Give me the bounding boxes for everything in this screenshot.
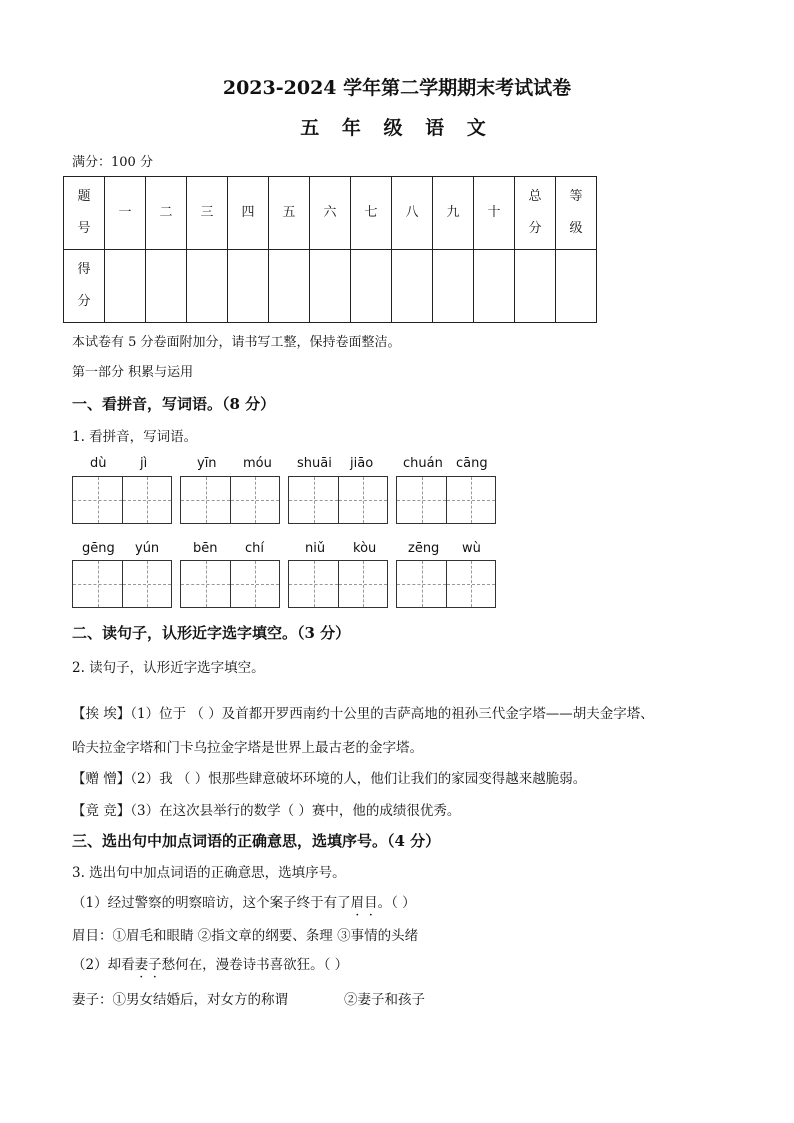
pinyin-label: zēng xyxy=(408,541,440,556)
full-score: 满分：100 分 xyxy=(72,155,153,170)
section-heading: 二、读句子，认形近字选字填空。（3 分） xyxy=(72,624,351,642)
score-cell[interactable] xyxy=(474,250,515,323)
sentence-line xyxy=(72,767,586,787)
score-cell[interactable] xyxy=(351,250,392,323)
pinyin-label: jì xyxy=(140,456,148,471)
char-pair: 【赠 憎】 xyxy=(72,771,131,787)
pinyin-label: chí xyxy=(245,541,264,556)
writing-grid[interactable] xyxy=(288,476,388,524)
pinyin-label: shuāi xyxy=(297,456,332,471)
sentence-line: 哈夫拉金字塔和门卡乌拉金字塔是世界上最古老的金字塔。 xyxy=(72,740,423,756)
table-cell: 题 号 xyxy=(64,177,105,250)
dotted-char: 目 xyxy=(364,895,378,911)
pinyin-label: niǔ xyxy=(305,541,326,556)
question-text: 1. 看拼音，写词语。 xyxy=(72,429,198,445)
table-cell: 四 xyxy=(228,177,269,250)
pinyin-label: móu xyxy=(243,456,272,471)
table-row xyxy=(64,177,597,250)
score-cell[interactable] xyxy=(515,250,556,323)
table-cell: 五 xyxy=(269,177,310,250)
writing-grid[interactable] xyxy=(72,476,172,524)
pinyin-label: yīn xyxy=(197,456,217,471)
table-cell: 九 xyxy=(433,177,474,250)
options-line: 眉目：①眉毛和眼睛 ②指文章的纲要、条理 ③事情的头绪 xyxy=(72,928,419,944)
sentence-text: （1）位于 （ ）及首都开罗西南约十公里的吉萨高地的祖孙三代金字塔——胡夫金字塔、 xyxy=(130,706,654,722)
pinyin-label: cāng xyxy=(456,456,488,471)
question-text: 3. 选出句中加点词语的正确意思，选填序号。 xyxy=(72,865,346,881)
pinyin-label: jiāo xyxy=(350,456,374,471)
dotted-char: 妻 xyxy=(134,957,149,973)
section-heading: 三、选出句中加点词语的正确意思，选填序号。（4 分） xyxy=(72,832,441,850)
table-row xyxy=(64,250,597,323)
exam-title: 2023-2024 学年第二学期期末考试试卷 xyxy=(222,77,572,99)
sub-question: （1）经过警察的明察暗访，这个案子终于有了眉目。（ ） xyxy=(72,891,416,911)
pinyin-label: gēng xyxy=(82,541,115,556)
pinyin-label: kòu xyxy=(353,541,377,556)
score-cell[interactable] xyxy=(146,250,187,323)
table-cell: 三 xyxy=(187,177,228,250)
writing-grid[interactable] xyxy=(396,560,496,608)
score-cell[interactable] xyxy=(433,250,474,323)
table-cell: 一 xyxy=(105,177,146,250)
table-cell: 总 分 xyxy=(515,177,556,250)
question-text: 2. 读句子，认形近字选字填空。 xyxy=(72,660,265,676)
options-line: 妻子：①男女结婚后，对女方的称谓 xyxy=(72,992,288,1008)
score-cell[interactable] xyxy=(228,250,269,323)
writing-grid[interactable] xyxy=(396,476,496,524)
pinyin-label: bēn xyxy=(193,541,218,556)
section-heading: 一、看拼音，写词语。（8 分） xyxy=(72,395,276,413)
char-pair: 【竟 竞】 xyxy=(72,803,131,819)
part-title: 第一部分 积累与运用 xyxy=(72,365,194,380)
dotted-char: 子 xyxy=(148,957,162,973)
sentence-text: （3）在这次县举行的数学（ ）赛中，他的成绩很优秀。 xyxy=(130,803,461,819)
score-table xyxy=(63,176,597,323)
dotted-char: 眉 xyxy=(350,895,365,911)
sub-question: （2）却看妻子愁何在，漫卷诗书喜欲狂。（ ） xyxy=(72,953,348,973)
table-cell: 六 xyxy=(310,177,351,250)
score-cell[interactable] xyxy=(310,250,351,323)
score-cell[interactable] xyxy=(392,250,433,323)
writing-grid[interactable] xyxy=(180,476,280,524)
table-cell: 二 xyxy=(146,177,187,250)
table-cell: 十 xyxy=(474,177,515,250)
score-cell[interactable] xyxy=(556,250,597,323)
writing-grid[interactable] xyxy=(72,560,172,608)
table-cell: 八 xyxy=(392,177,433,250)
table-cell: 七 xyxy=(351,177,392,250)
sentence-line xyxy=(72,702,654,722)
pinyin-label: yún xyxy=(135,541,160,556)
score-cell[interactable] xyxy=(105,250,146,323)
score-cell[interactable] xyxy=(269,250,310,323)
options-line: ②妻子和孩子 xyxy=(344,992,425,1008)
writing-grid[interactable] xyxy=(180,560,280,608)
pinyin-label: chuán xyxy=(403,456,443,471)
subject-title: 五 年 级 语 文 xyxy=(300,117,494,139)
sentence-text: （2）我 （ ）恨那些肆意破坏环境的人，他们让我们的家园变得越来越脆弱。 xyxy=(130,771,587,787)
table-cell: 得 分 xyxy=(64,250,105,323)
writing-grid[interactable] xyxy=(288,560,388,608)
table-cell: 等 级 xyxy=(556,177,597,250)
sentence-line xyxy=(72,799,460,819)
char-pair: 【挨 埃】 xyxy=(72,706,131,722)
pinyin-label: wù xyxy=(462,541,481,556)
pinyin-label: dù xyxy=(90,456,107,471)
score-cell[interactable] xyxy=(187,250,228,323)
exam-note: 本试卷有 5 分卷面附加分，请书写工整，保持卷面整洁。 xyxy=(72,335,401,350)
